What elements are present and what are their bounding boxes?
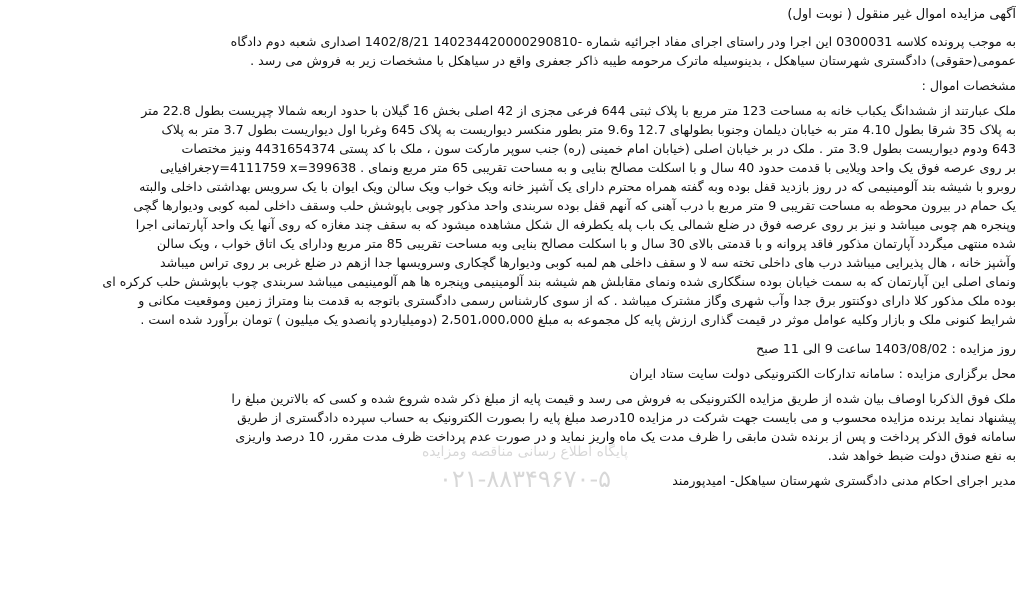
venue-label: محل برگزاری مزایده :: [898, 366, 1016, 381]
intro-line-1: به موجب پرونده کلاسه 0300031 این اجرا ودر راستای اجرای مفاد اجرائیه شماره -140234420000290810 1402/8/21 اصداری شعبه دوم دادگاه: [230, 34, 1016, 49]
intro-line-2: عمومی(حقوقی) دادگستری شهرستان سیاهکل ، بدینوسیله ماترک مرحومه طیبه ذاکر جعفری واقع در سیاهکل با مشخصات زیر به فروش می رسد .: [250, 53, 1016, 68]
terms-line: به نفع صندق دولت ضبط خواهد شد.: [827, 448, 1016, 463]
specs-line: بوده ملک مذکور کلا دارای دوکنتور برق جدا وآب شهری وگاز مشترک میباشد . که از سوی کارشناس رسمی دادگستری باتوجه به قدمت بنا ومتراژ زمین وموقعیت مکانی و: [138, 293, 1016, 308]
auction-venue: [8, 364, 1016, 383]
venue-value: سامانه تدارکات الکترونیکی دولت سایت ستاد ایران: [629, 366, 895, 381]
specs-line: شرایط کنونی ملک و بازار وکلیه عوامل موثر در قیمت گذاری ارزش پایه کل مجموعه به مبلغ 2،501،000،000 (دومیلیاردو پانصدو یک میلیون ) تومان برآورد شده است .: [140, 312, 1016, 327]
auction-day-label: روز مزایده :: [951, 341, 1016, 356]
specs-line: بر روی عرصه فوق یک واحد ویلایی با قدمت حدود 40 سال و با اسکلت مصالح بنایی و به مساحت تقریبی 65 متر مربع ونمای . y=4111759 x=399638جغرافیایی: [159, 160, 1016, 175]
specs-line: یک حمام در بیرون محوطه به مساحت تقریبی 9 متر مربع با درب آهنی که آنهم قفل بوده سربندی واحد مذکور چوبی باپوشش حلب وسقف داخلی لمبه کوبی ودیوارها گچی: [133, 198, 1016, 213]
specs-line: ونمای اصلی این آپارتمان که به سمت خیابان بوده سنگکاری شده ونمای مقابلش هم شیشه بند آلومینیمی وپنجره ها هم آلومینیمی میباشد سربندی چوب باپوشش حلب کرکره ای: [102, 274, 1016, 289]
specs-line: ملک عبارتند از ششدانگ یکباب خانه به مساحت 123 متر مربع با پلاک ثبتی 644 فرعی مجزی از 42 اصلی بخش 16 گیلان با حدود اربعه شمالا چپریست بطول 22.8 متر: [141, 103, 1016, 118]
auction-day-value: 1403/08/02 ساعت 9 الی 11 صبح: [756, 341, 948, 356]
specs-line: وپنجره هم چوبی میباشد و نیز بر روی عرصه فوق در ضلع شمالی یک باب پله یکطرفه ال شکل مشاهده میشود که به سقف چند مغازه که روی آنها یک واحد آپارتمانی اجرا: [135, 217, 1016, 232]
specs-heading: مشخصات اموال :: [921, 78, 1016, 93]
terms-line: پیشنهاد نماید برنده مزایده محسوب و می بایست جهت شرکت در مزایده 10درصد مبلغ پایه را بصورت الکترونیک به حساب سپرده دادگستری از طریق: [237, 410, 1016, 425]
specs-line: به پلاک 35 شرقا بطول 4.10 متر به خیابان دیلمان وجنوبا بطولهای 12.7 و9.6 متر بطور منکسر دیواریست به پلاک 645 وغربا اول دیواریست بطول 3.7 متر به پلاک: [161, 122, 1016, 137]
specs-line: وآشپز خانه ، هال پذیرایی میباشد درب های داخلی تخته سه لا و سقف داخلی هم لمبه کوبی ودیوارها گچکاری وسرویسها جدا ازهم در ضلع غربی بر روی تراس میباشد: [160, 255, 1016, 270]
watermark-text: پایگاه اطلاع رسانی مناقصه ومزایده: [421, 444, 629, 460]
auction-day: [8, 339, 1016, 358]
notice-title: آگهی مزایده اموال غیر منقول ( نوبت اول): [787, 7, 1016, 22]
specs-line: شده منتهی میگردد آپارتمان مذکور فاقد پروانه و با قدمتی بالای 30 سال و با اسکلت مصالح بنایی وبه مساحت تقریبی 85 متر مربع ودارای یک اتاق خواب ، ویک سالن: [156, 236, 1016, 251]
watermark-phone: ۰۲۱-۸۸۳۴۹۶۷۰-۵: [438, 465, 611, 493]
specs-line: 643 ودوم دیواریست بطول 3.9 متر . ملک در بر خیابان اصلی (خیابان امام خمینی (ره) جنب سوپر مارکت سون ، ملک با کد پستی 4431654374 ونیز مختصات: [181, 141, 1016, 156]
signature: مدیر اجرای احکام مدنی دادگستری شهرستان سیاهکل- امیدپورمند: [672, 473, 1016, 488]
terms-line: سامانه فوق الذکر پرداخت و پس از برنده شدن مابقی را ظرف مدت یک ماه واریز نماید و در صورت عدم پرداخت ظرف مدت مقرر، 10 درصد واریزی: [235, 429, 1016, 444]
specs-line: روبرو با شیشه بند آلومینیمی که در روز بازدید قفل بوده وبه گفته همراه محترم دارای یک آشپز خانه ویک خواب ویک سالن ویک ایوان با یک سرویس بهداشتی داخلی والبته: [139, 179, 1016, 194]
terms-line: ملک فوق الذکربا اوصاف بیان شده از طریق مزایده الکترونیکی به فروش می رسد و قیمت پایه از مبلغ ذکر شده شروع شده و کسی که بالاترین مبلغ را: [231, 391, 1016, 406]
